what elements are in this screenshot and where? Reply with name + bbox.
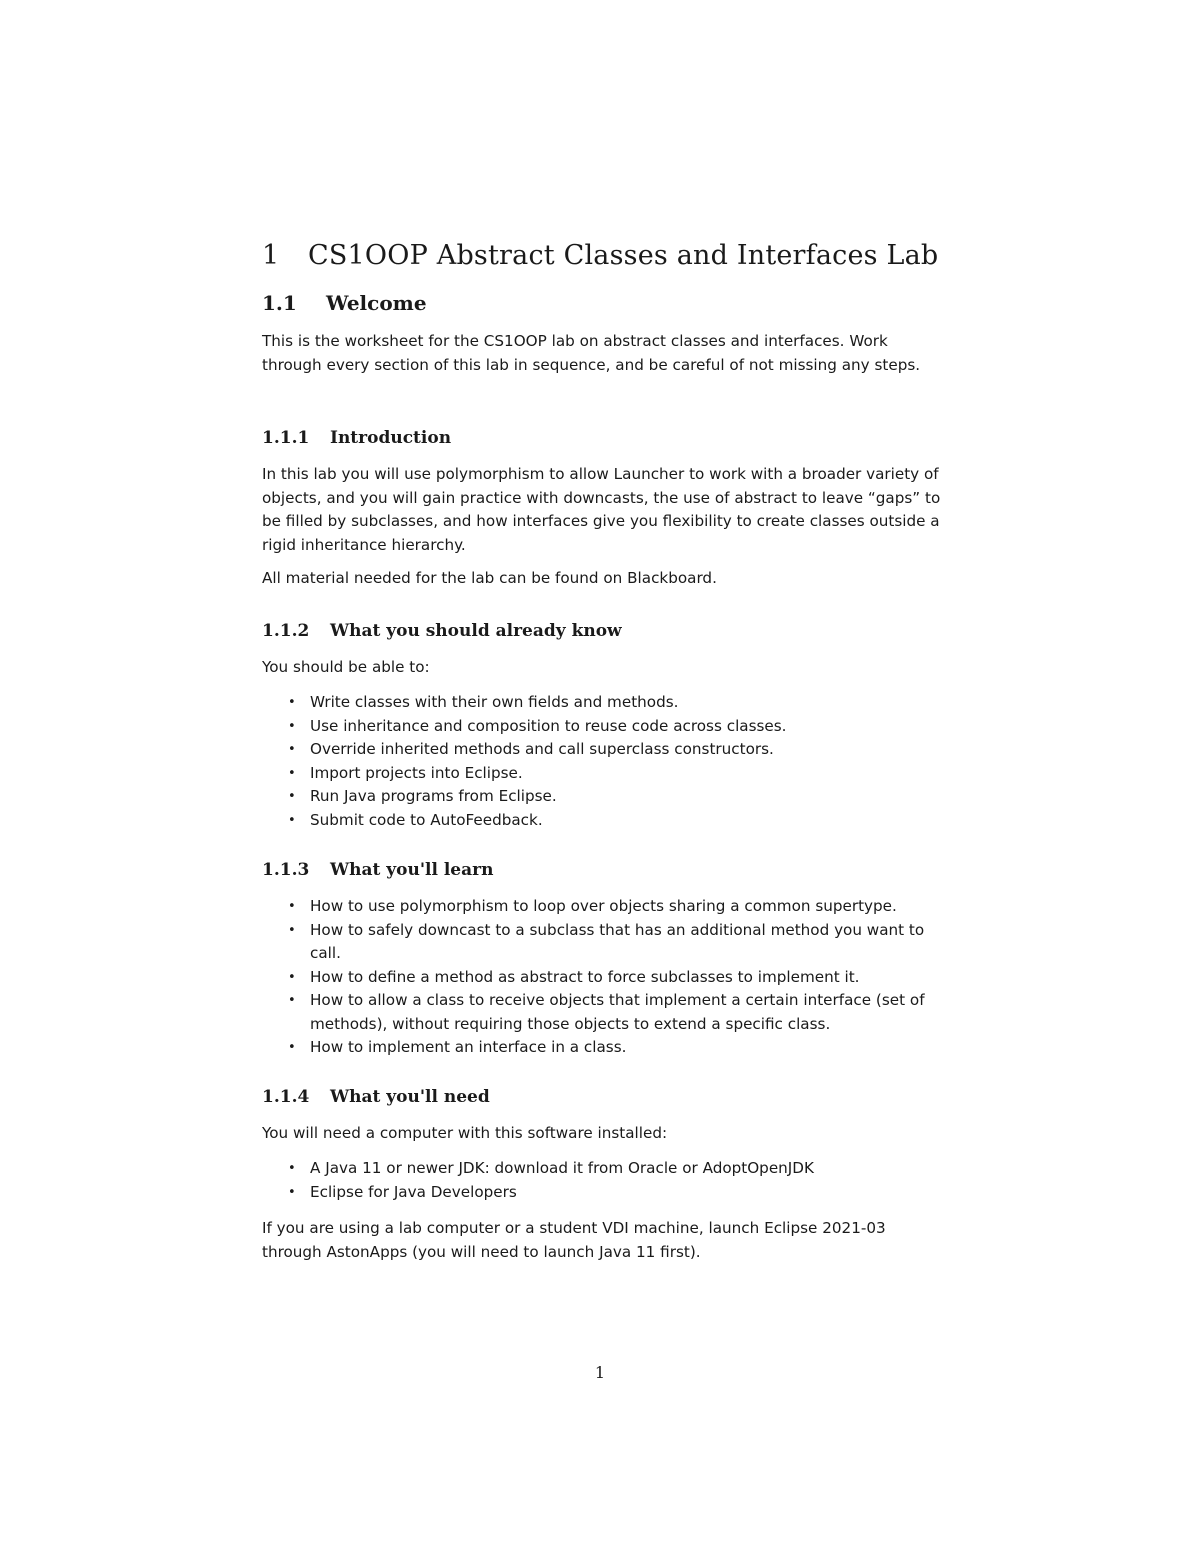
bullet-icon: • xyxy=(288,922,296,938)
list-item: • Use inheritance and composition to reuse code across classes. xyxy=(262,715,942,739)
page-number: 1 xyxy=(594,1363,606,1382)
section-number: 1 xyxy=(262,240,280,271)
introduction-paragraph: In this lab you will use polymorphism to allow Launcher to work with a broader variety of objects, and you will gain practice with downcasts, the use of abstract to leave “gaps” to be filled by subclasses, and how interfaces give you flexibility to create classes outside a rigid inheritance hierarchy. xyxy=(262,465,941,554)
subsubsection-number: 1.1.4 xyxy=(262,1087,310,1107)
list-item: • Override inherited methods and call superclass constructors. xyxy=(262,738,942,762)
should-know-list xyxy=(262,691,942,832)
list-item: • How to define a method as abstract to force subclasses to implement it. xyxy=(262,966,942,990)
list-item: • How to implement an interface in a class. xyxy=(262,1036,942,1060)
bullet-icon: • xyxy=(288,742,296,757)
need-intro: You will need a computer with this software installed: xyxy=(262,1124,668,1142)
subsubsection-heading-introduction xyxy=(262,427,942,449)
subsubsection-title: What you'll need xyxy=(330,1087,490,1107)
list-item: • Submit code to AutoFeedback. xyxy=(262,809,942,833)
bullet-icon: • xyxy=(288,718,296,734)
bullet-icon: • xyxy=(288,695,296,710)
bullet-icon: • xyxy=(288,993,296,1008)
list-item: • Eclipse for Java Developers xyxy=(262,1181,942,1205)
bullet-icon: • xyxy=(288,1161,296,1176)
bullet-icon: • xyxy=(288,1040,296,1055)
need-outro: If you are using a lab computer or a student VDI machine, launch Eclipse 2021-03 through AstonApps (you will need to launch Java 11 first). xyxy=(262,1219,886,1261)
need-list xyxy=(262,1157,942,1204)
subsubsection-title: What you'll learn xyxy=(330,860,494,880)
list-item: • How to use polymorphism to loop over objects sharing a common supertype. xyxy=(262,895,942,919)
material-paragraph: All material needed for the lab can be found on Blackboard. xyxy=(262,569,717,587)
section-heading xyxy=(262,240,942,272)
subsubsection-heading-learn xyxy=(262,859,942,881)
subsection-heading-welcome xyxy=(262,290,942,316)
subsubsection-heading-should-know xyxy=(262,620,942,642)
list-item: • How to allow a class to receive objects that implement a certain interface (set of methods), without requiring those objects to extend a specific class. xyxy=(288,991,925,1033)
bullet-icon: • xyxy=(288,789,296,804)
subsubsection-number: 1.1.2 xyxy=(262,621,310,641)
bullet-icon: • xyxy=(288,765,296,781)
list-item: • Import projects into Eclipse. xyxy=(262,762,942,786)
subsection-number: 1.1 xyxy=(262,291,297,315)
subsubsection-number: 1.1.1 xyxy=(262,428,310,448)
section-title: CS1OOP Abstract Classes and Interfaces Lab xyxy=(308,240,939,271)
should-know-intro: You should be able to: xyxy=(262,658,430,676)
subsubsection-number: 1.1.3 xyxy=(262,860,310,880)
welcome-paragraph: This is the worksheet for the CS1OOP lab on abstract classes and interfaces. Work through every section of this lab in sequence, and be careful of not missing any steps. xyxy=(262,332,921,374)
subsubsection-title: What you should already know xyxy=(330,621,622,641)
bullet-icon: • xyxy=(288,1184,296,1200)
list-item: • Run Java programs from Eclipse. xyxy=(262,785,942,809)
subsection-title: Welcome xyxy=(326,291,427,315)
bullet-icon: • xyxy=(288,969,296,985)
bullet-icon: • xyxy=(288,812,296,828)
bullet-icon: • xyxy=(288,899,296,914)
list-item: • A Java 11 or newer JDK: download it from Oracle or AdoptOpenJDK xyxy=(262,1157,942,1181)
list-item: • Write classes with their own fields and methods. xyxy=(262,691,942,715)
learn-list xyxy=(262,895,942,1060)
subsubsection-heading-need xyxy=(262,1086,942,1108)
subsubsection-title: Introduction xyxy=(330,428,452,448)
list-item: • How to safely downcast to a subclass that has an additional method you want to call. xyxy=(288,920,925,962)
